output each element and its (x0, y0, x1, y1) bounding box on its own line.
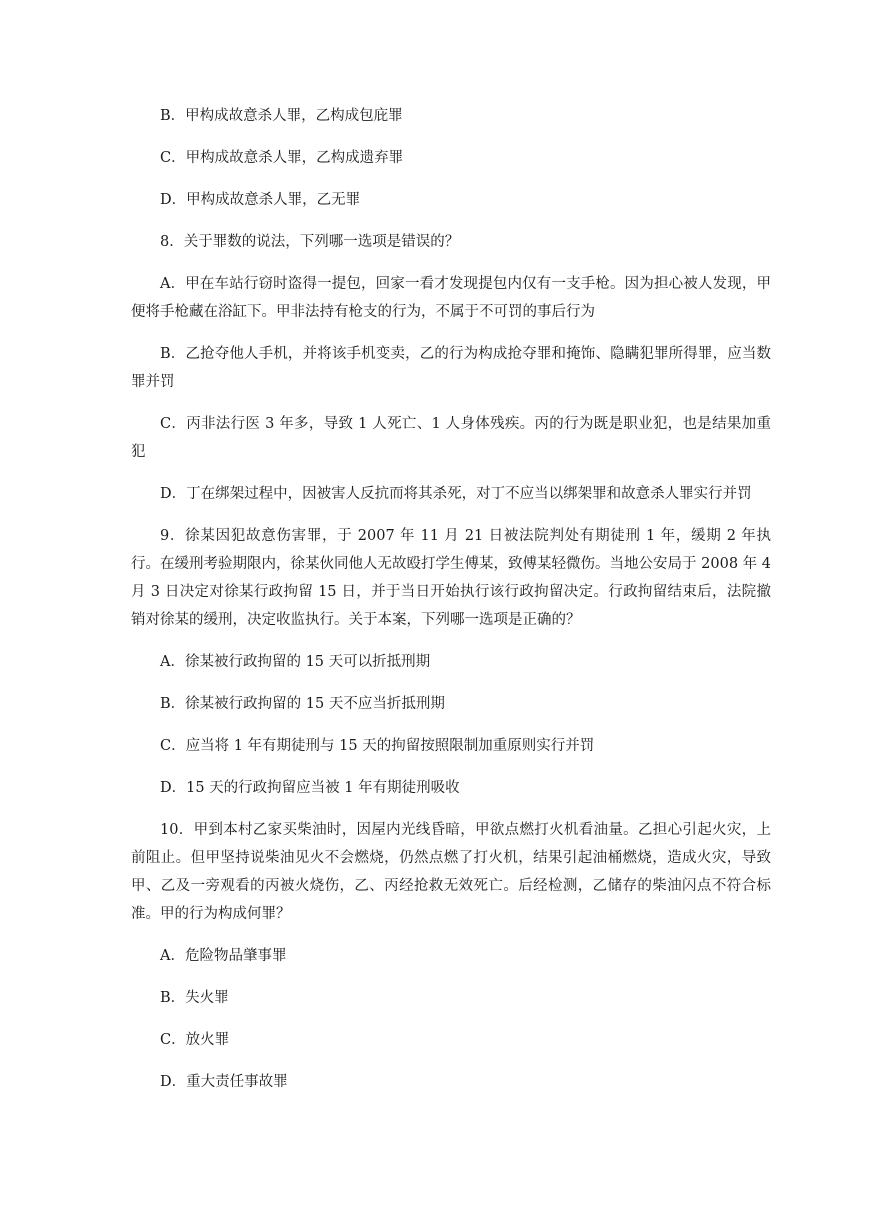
option-d-q10: D．重大责任事故罪 (160, 1074, 288, 1090)
option-c-q9: C．应当将 1 年有期徒刑与 15 天的拘留按照限制加重原则实行并罚 (160, 738, 595, 754)
option-c-q7: C．甲构成故意杀人罪，乙构成遗弃罪 (160, 150, 404, 166)
option-c-q8: C．丙非法行医 3 年多，导致 1 人死亡、1 人身体残疾。丙的行为既是职业犯，也是结果加重犯 (131, 416, 771, 460)
question-8: 8．关于罪数的说法，下列哪一选项是错误的？ (160, 234, 460, 250)
document-body (131, 102, 771, 1110)
option-d-q9: D．15 天的行政拘留应当被 1 年有期徒刑吸收 (160, 780, 460, 796)
option-b-q7: B．甲构成故意杀人罪，乙构成包庇罪 (160, 108, 403, 124)
option-b-q9: B．徐某被行政拘留的 15 天不应当折抵刑期 (160, 696, 445, 712)
option-c-q10: C．放火罪 (160, 1032, 230, 1048)
option-a-q8: A．甲在车站行窃时盗得一提包，回家一看才发现提包内仅有一支手枪。因为担心被人发现，甲便将手枪藏在浴缸下。甲非法持有枪支的行为，不属于不可罚的事后行为 (131, 276, 771, 320)
question-10: 10．甲到本村乙家买柴油时，因屋内光线昏暗，甲欲点燃打火机看油量。乙担心引起火灾，上前阻止。但甲坚持说柴油见火不会燃烧，仍然点燃了打火机，结果引起油桶燃烧，造成火灾，导致甲、乙及一旁观看的丙被火烧伤，乙、丙经抢救无效死亡。后经检测，乙储存的柴油闪点不符合标准。甲的行为构成何罪？ (131, 822, 771, 922)
question-9: 9．徐某因犯故意伤害罪，于 2007 年 11 月 21 日被法院判处有期徒刑 1 年，缓期 2 年执行。在缓刑考验期限内，徐某伙同他人无故殴打学生傅某，致傅某轻微伤。当地公安局于 2008 年 4 月 3 日决定对徐某行政拘留 15 日，并于当日开始执行该行政拘留决定。行政拘留结束后，法院撤销对徐某的缓刑，决定收监执行。关于本案，下列哪一选项是正确的？ (131, 528, 771, 628)
option-a-q9: A．徐某被行政拘留的 15 天可以折抵刑期 (160, 654, 431, 670)
option-a-q10: A．危险物品肇事罪 (160, 948, 287, 964)
option-b-q8: B．乙抢夺他人手机，并将该手机变卖，乙的行为构成抢夺罪和掩饰、隐瞒犯罪所得罪，应当数罪并罚 (131, 346, 771, 390)
option-d-q8: D．丁在绑架过程中，因被害人反抗而将其杀死，对丁不应当以绑架罪和故意杀人罪实行并罚 (160, 486, 752, 502)
option-d-q7: D．甲构成故意杀人罪，乙无罪 (160, 192, 361, 208)
option-b-q10: B．失火罪 (160, 990, 229, 1006)
